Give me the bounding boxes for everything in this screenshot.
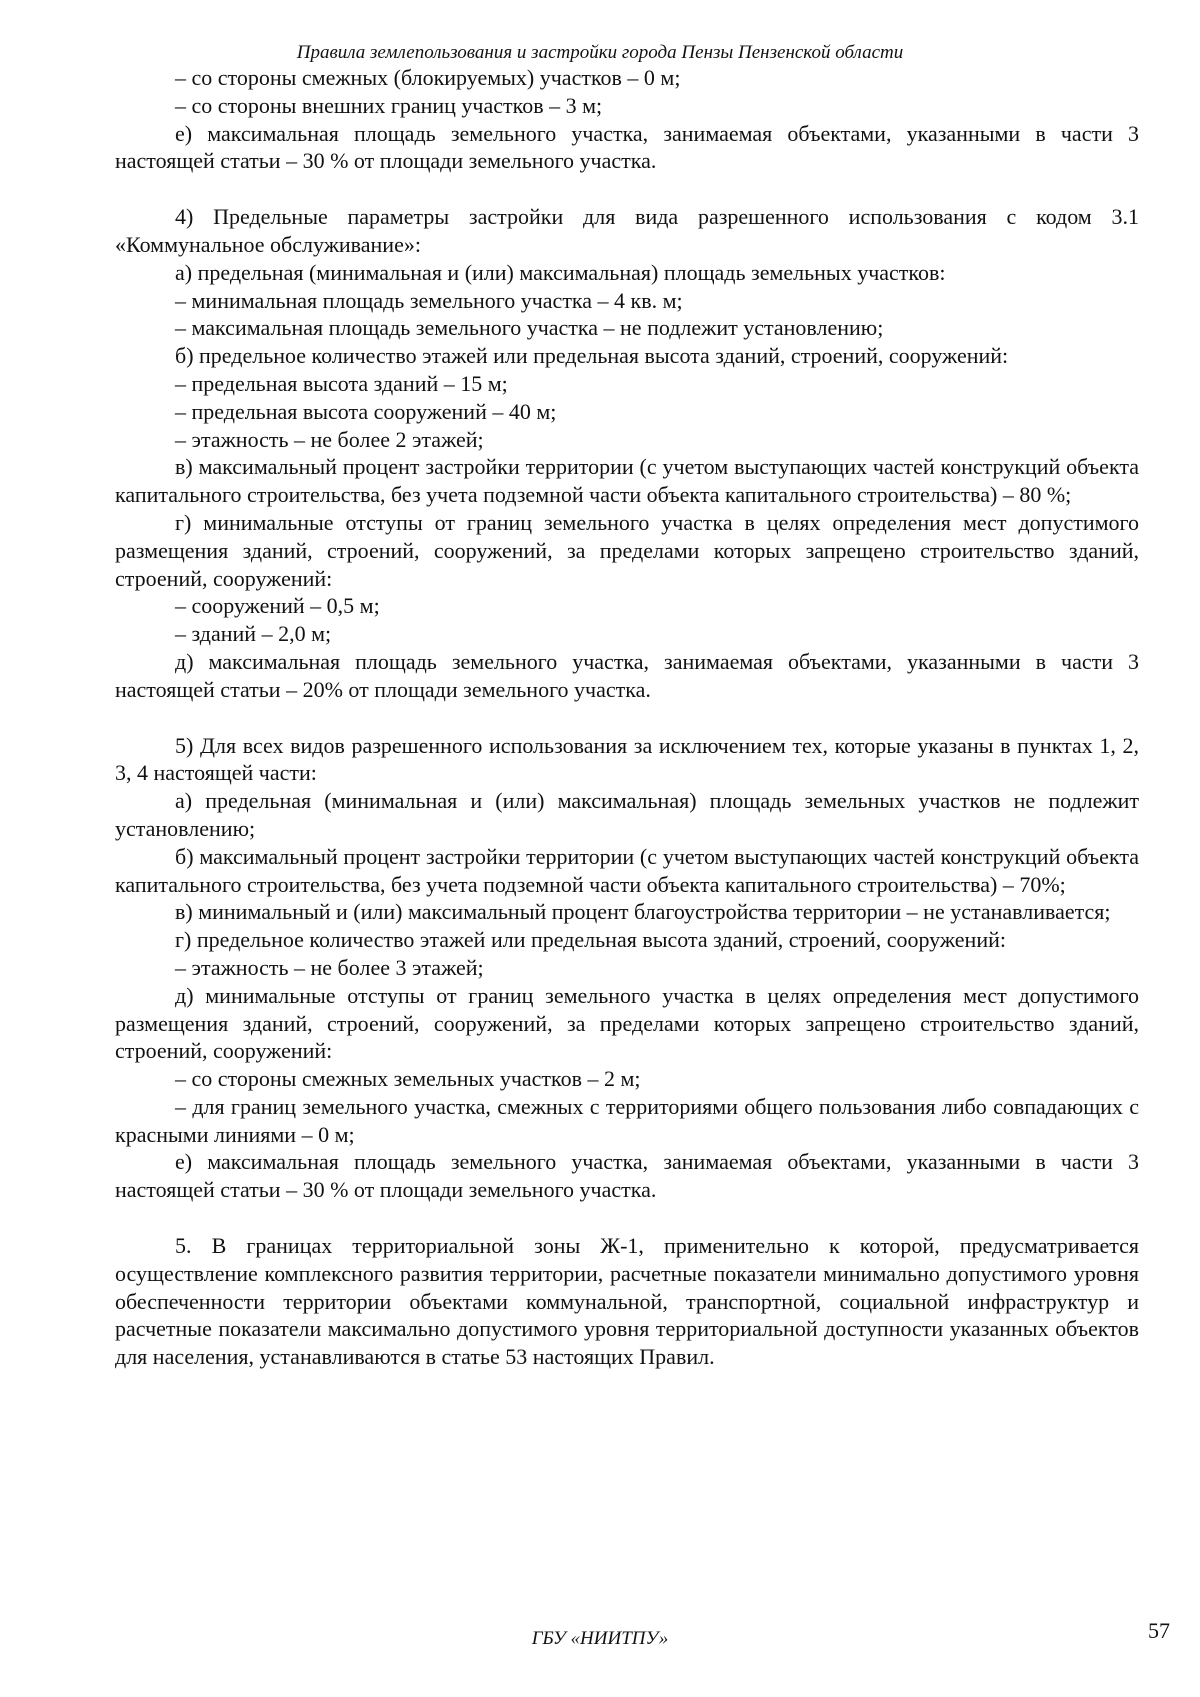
paragraph: – сооружений – 0,5 м;: [175, 593, 380, 619]
paragraph: – со стороны смежных земельных участков – 2 м;: [175, 1066, 641, 1092]
paragraph: – для границ земельного участка, смежных с территориями общего пользования либо совпадающих с красными линиями – 0 м;: [115, 1093, 1139, 1147]
paragraph-gap: [115, 704, 1139, 732]
paragraph: д) минимальные отступы от границ земельного участка в целях определения мест допустимого размещения зданий, строений, сооружений, за пределами которых запрещено строительство зданий, строений, сооружений:: [115, 982, 1139, 1064]
paragraph: 5) Для всех видов разрешенного использования за исключением тех, которые указаны в пунктах 1, 2, 3, 4 настоящей части:: [115, 732, 1139, 786]
paragraph: – максимальная площадь земельного участка – не подлежит установлению;: [175, 315, 884, 341]
paragraph-gap: [115, 1204, 1139, 1232]
paragraph: в) максимальный процент застройки территории (с учетом выступающих частей конструкций объекта капитального строительства, без учета подземной части объекта капитального строительства) – 80 %;: [115, 454, 1139, 508]
paragraph: б) максимальный процент застройки территории (с учетом выступающих частей конструкций объекта капитального строительства, без учета подземной части объекта капитального строительства) – 70%;: [115, 843, 1139, 897]
paragraph: а) предельная (минимальная и (или) максимальная) площадь земельных участков не подлежит установлению;: [115, 788, 1139, 841]
paragraph-gap: [115, 175, 1139, 203]
paragraph: 5. В границах территориальной зоны Ж-1, применительно к которой, предусматривается осуществление комплексного развития территории, расчетные показатели минимально допустимого уровня обеспеченности территории объектами коммунальной, транспортной, социальной инфраструктур и расчетные показатели максимально допустимого уровня территориальной доступности указанных объектов для населения, устанавливаются в статье 53 настоящих Правил.: [115, 1233, 1139, 1370]
paragraph: – со стороны смежных (блокируемых) участков – 0 м;: [175, 65, 681, 90]
document-body: [115, 64, 1139, 1371]
paragraph: в) минимальный и (или) максимальный процент благоустройства территории – не устанавливается;: [175, 899, 1111, 925]
paragraph: – этажность – не более 3 этажей;: [175, 954, 484, 980]
paragraph: г) минимальные отступы от границ земельного участка в целях определения мест допустимого размещения зданий, строений, сооружений, за пределами которых запрещено строительство зданий, строений, сооружений:: [115, 509, 1139, 591]
paragraph: е) максимальная площадь земельного участка, занимаемая объектами, указанными в части 3 настоящей статьи – 30 % от площади земельного участка.: [115, 1149, 1139, 1203]
paragraph: а) предельная (минимальная и (или) максимальная) площадь земельных участков:: [175, 259, 946, 285]
paragraph: г) предельное количество этажей или предельная высота зданий, строений, сооружений:: [175, 927, 1006, 953]
paragraph: – минимальная площадь земельного участка – 4 кв. м;: [175, 287, 683, 313]
paragraph: 4) Предельные параметры застройки для вида разрешенного использования с кодом 3.1 «Коммунальное обслуживание»:: [115, 204, 1139, 257]
running-footer: ГБУ «НИИТПУ»: [531, 1628, 669, 1649]
running-header: Правила землепользования и застройки города Пензы Пензенской области: [296, 42, 904, 63]
paragraph: – этажность – не более 2 этажей;: [175, 426, 484, 452]
paragraph: – предельная высота зданий – 15 м;: [175, 370, 508, 396]
paragraph: б) предельное количество этажей или предельная высота зданий, строений, сооружений:: [175, 343, 1009, 369]
paragraph: д) максимальная площадь земельного участка, занимаемая объектами, указанными в части 3 настоящей статьи – 20% от площади земельного участка.: [115, 648, 1139, 702]
paragraph: – со стороны внешних границ участков – 3 м;: [175, 92, 603, 118]
page-number: 57: [1148, 1618, 1170, 1643]
paragraph: – предельная высота сооружений – 40 м;: [175, 398, 557, 424]
paragraph: е) максимальная площадь земельного участка, занимаемая объектами, указанными в части 3 настоящей статьи – 30 % от площади земельного участка.: [115, 120, 1139, 174]
paragraph: – зданий – 2,0 м;: [175, 621, 332, 647]
